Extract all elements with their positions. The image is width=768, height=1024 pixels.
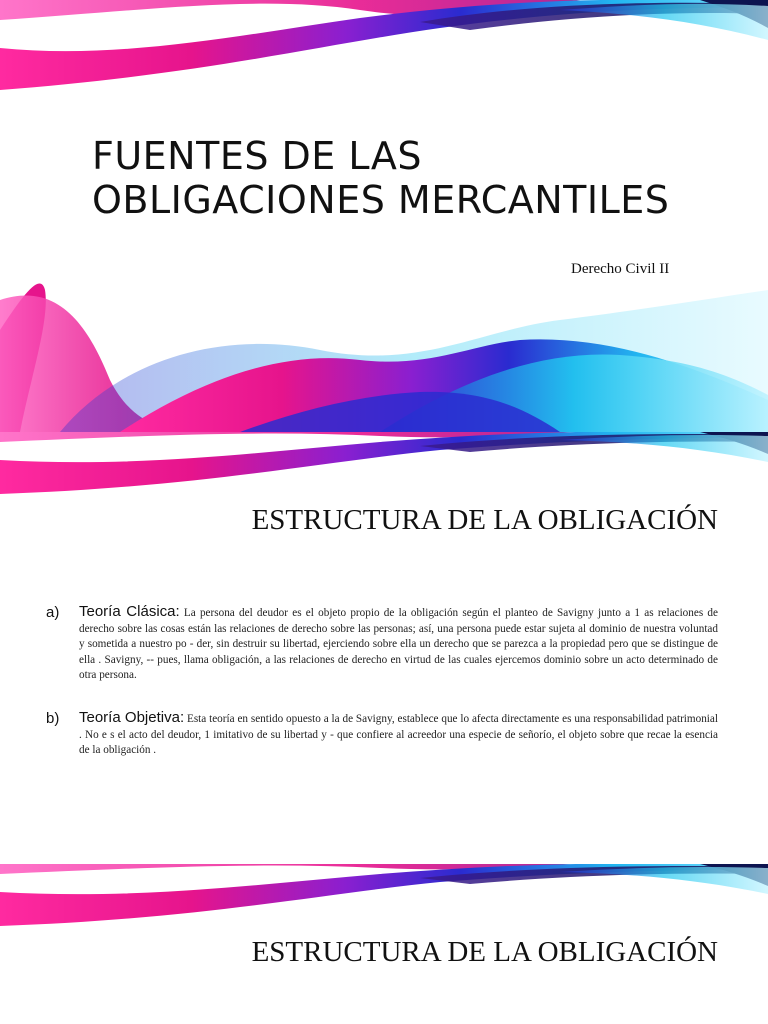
title-line-1: FUENTES DE LAS [92,134,423,178]
slide-heading: ESTRUCTURA DE LA OBLIGACIÓN [251,504,718,536]
list-marker: a) [46,604,60,621]
theory-term: Teoría Objetiva: [79,709,185,726]
slide-heading: ESTRUCTURA DE LA OBLIGACIÓN [251,936,718,968]
theory-text: Esta teoría en sentido opuesto a la de Savigny, establece que lo afecta directamente es una responsabilidad patrimonial . No e s el acto del deudor, 1 imitativo de su libertad y - que confiere al acreedor una especie de señorío, el objeto sobre que recae la esencia de la obligación . [79,713,718,756]
presentation-title [92,134,669,222]
list-item-body [79,710,718,759]
slide-structure [0,432,768,864]
slide-structure-continued [0,864,768,1024]
theory-term: Teoría Clásica: [79,603,180,620]
presentation-subtitle: Derecho Civil II [571,261,670,277]
list-item [46,604,718,684]
slide-title [0,0,768,432]
list-marker: b) [46,710,60,727]
list-item-body [79,604,718,684]
title-line-2: OBLIGACIONES MERCANTILES [92,178,670,222]
list-item [46,710,718,759]
theory-text: La persona del deudor es el objeto propio de la obligación según el planteo de Savigny junto a 1 as relaciones de derecho sobre las cosas están las relaciones de derecho sobre las personas; así, una persona puede estar sujeta al dominio de nuestra voluntad y sometida a nuestro po - der, sin destruir su libertad, ejerciendo sobre ella un derecho que se parezca a la propiedad pero que se distingue de ella . Savigny, -- pues, llama obligación, a las relaciones de derecho en virtud de las cuales ejercemos dominio sobre un acto determinado de otra persona. [79,607,718,681]
